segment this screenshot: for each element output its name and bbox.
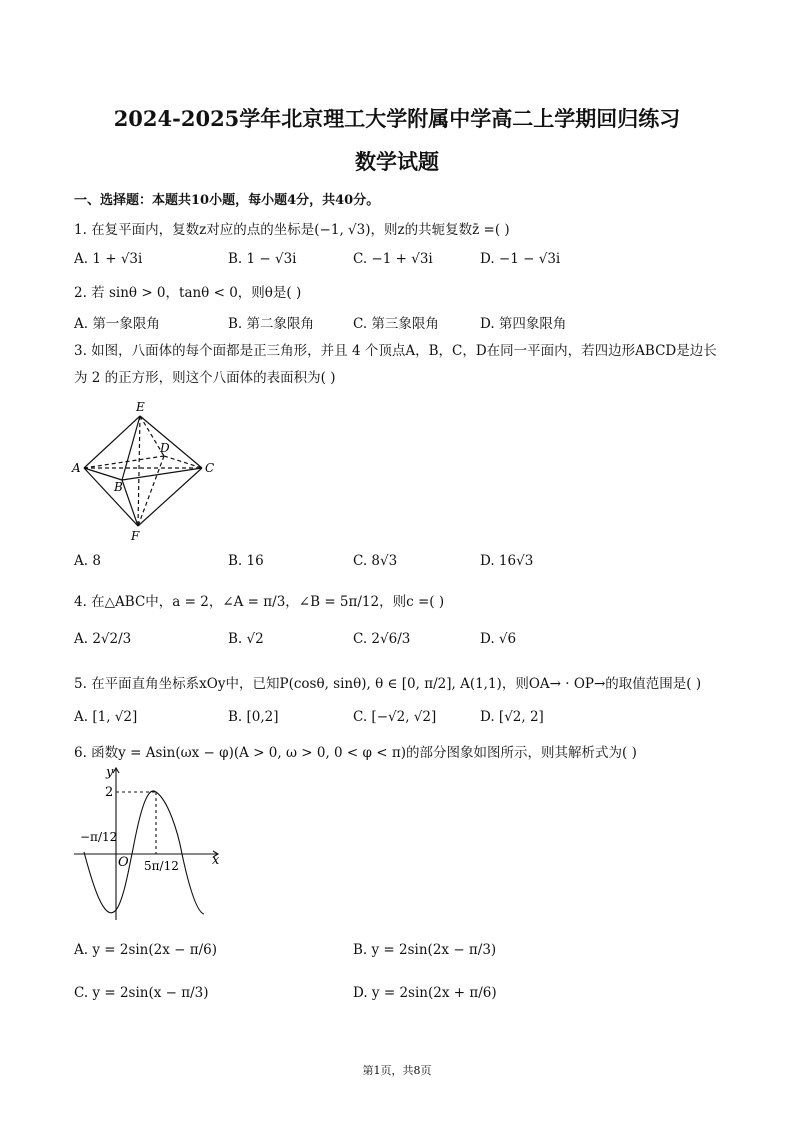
section-heading: 一、选择题：本题共10小题，每小题4分，共40分。 [74, 193, 380, 208]
question-3-option-a: A. 8 [74, 553, 101, 569]
question-6-stem: 6. 函数y = Asin(ωx − φ)(A > 0, ω > 0, 0 < φ < π)的部分图象如图所示，则其解析式为( ) [74, 745, 637, 761]
question-1-option-a: A. 1 + √3i [74, 251, 143, 267]
question-5-option-d: D. [√2, 2] [480, 709, 544, 725]
fig6-label-max: 2 [105, 785, 114, 800]
fig3-label-a: A [72, 461, 81, 475]
question-4-option-a: A. 2√2/3 [74, 631, 132, 647]
question-1-option-d: D. −1 − √3i [480, 251, 561, 267]
page-subtitle: 数学试题 [355, 149, 439, 174]
page-footer: 第1页，共8页 [362, 1064, 432, 1077]
fig3-label-b: B [114, 480, 123, 494]
question-3-option-d: D. 16√3 [480, 553, 534, 569]
question-3-stem: 3. 如图，八面体的每个面都是正三角形，并且 4 个顶点A，B，C，D在同一平面内，若四边形ABCD是边长为 2 的正方形，则这个八面体的表面积为( ) [74, 343, 717, 386]
fig3-label-e: E [136, 400, 145, 414]
question-4-option-c: C. 2√6/3 [353, 631, 411, 647]
question-6-option-b: B. y = 2sin(2x − π/3) [353, 942, 497, 958]
fig6-label-origin: O [118, 855, 129, 870]
octahedron-figure [70, 398, 230, 548]
question-2-option-d: D. 第四象限角 [480, 316, 567, 332]
question-3-option-b: B. 16 [228, 553, 264, 569]
fig3-label-d: D [160, 441, 170, 455]
sine-graph-figure [70, 762, 230, 922]
fig6-label-5pi-12: 5π/12 [144, 859, 179, 873]
question-6-option-a: A. y = 2sin(2x − π/6) [74, 942, 218, 958]
question-2-option-c: C. 第三象限角 [353, 316, 439, 332]
page-title: 2024-2025学年北京理工大学附属中学高二上学期回归练习 [113, 106, 681, 131]
question-4-option-b: B. √2 [228, 631, 264, 647]
fig6-label-y: y [106, 765, 114, 780]
question-3-option-c: C. 8√3 [353, 553, 398, 569]
question-5-stem: 5. 在平面直角坐标系xOy中，已知P(cosθ, sinθ), θ ∈ [0, π/2], A(1,1)，则OA→ · OP→的取值范围是( ) [74, 676, 702, 692]
question-6-option-d: D. y = 2sin(2x + π/6) [353, 985, 497, 1001]
question-1-stem: 1. 在复平面内，复数z对应的点的坐标是(−1, √3)，则z的共轭复数z̄ =( ) [74, 222, 510, 238]
question-2-option-b: B. 第二象限角 [228, 316, 315, 332]
fig3-label-f: F [131, 529, 140, 543]
fig6-label-neg-pi-12: −π/12 [80, 830, 118, 844]
question-6-option-c: C. y = 2sin(x − π/3) [74, 985, 209, 1001]
question-1-option-c: C. −1 + √3i [353, 251, 433, 267]
question-5-option-b: B. [0,2] [228, 709, 279, 725]
fig6-label-x: x [212, 853, 220, 868]
question-4-stem: 4. 在△ABC中，a = 2，∠A = π/3，∠B = 5π/12，则c =( ) [74, 594, 445, 610]
question-1-option-b: B. 1 − √3i [228, 251, 297, 267]
question-5-option-c: C. [−√2, √2] [353, 709, 437, 725]
question-4-option-d: D. √6 [480, 631, 517, 647]
question-5-option-a: A. [1, √2] [74, 709, 138, 725]
question-2-option-a: A. 第一象限角 [74, 316, 160, 332]
fig3-label-c: C [205, 461, 215, 475]
question-2-stem: 2. 若 sinθ > 0，tanθ < 0，则θ是( ) [74, 285, 302, 301]
